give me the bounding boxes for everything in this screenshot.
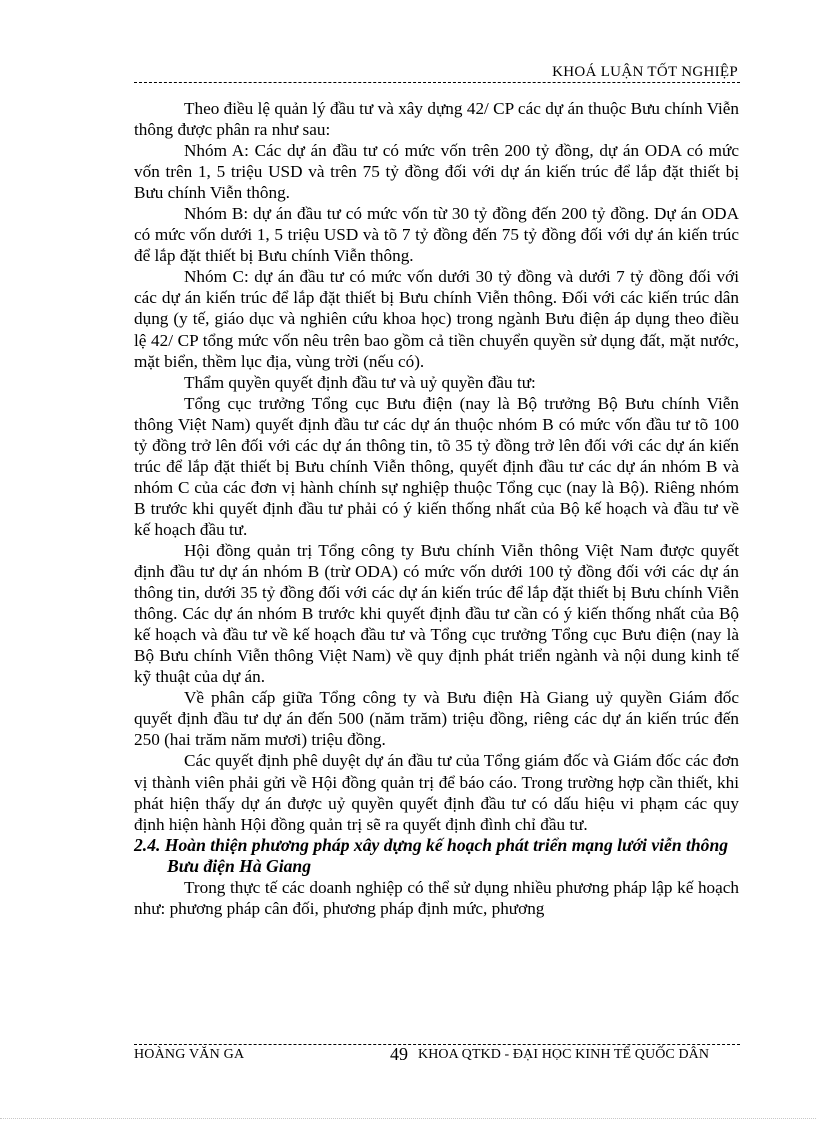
paragraph: Thẩm quyền quyết định đầu tư và uỷ quyền đầu tư: [184,372,536,392]
paragraph: Tổng cục trưởng Tổng cục Bưu điện (nay là Bộ trưởng Bộ Bưu chính Viễn thông Việt Nam) quyết định đầu tư các dự án thuộc nhóm B có mức vốn đầu tư tõ 100 tỷ đồng trở lên đối với các dự án thông tin, tõ 35 tỷ đồng trở lên đối với các dự án kiến trúc để lắp đặt thiết bị Bưu chính Viễn thông, quyết định đầu tư các dự án nhóm B và nhóm C của các đơn vị hành chính sự nghiệp thuộc Tổng cục (nay là Bộ). Riêng nhóm B trước khi quyết định đầu tư phải có ý kiến thống nhất của Bộ kế hoạch và đầu tư về kế hoạch đầu tư. [134,393,739,539]
footer-organization: KHOA QTKD - ĐẠI HỌC KINH TẾ QUỐC DÂN [418,1047,710,1062]
paragraph: Hội đồng quản trị Tổng công ty Bưu chính Viễn thông Việt Nam được quyết định đầu tư dự án nhóm B (trừ ODA) có mức vốn dưới 100 tỷ đồng đối với các dự án thông tin, dưới 35 tỷ đồng đối với các dự án kiến trúc để lắp đặt thiết bị Bưu chính Viễn thông. Các dự án nhóm B trước khi quyết định đầu tư cần có ý kiến thống nhất của Bộ kế hoạch và đầu tư về kế hoạch đầu tư và Tổng cục trưởng Tổng cục Bưu điện (nay là Bộ Bưu chính Viễn thông Việt Nam) về quy định phát triển ngành và nội dung kinh tế kỹ thuật của dự án. [134,540,739,687]
footer-divider [134,1044,740,1045]
paragraph: Các quyết định phê duyệt dự án đầu tư của Tổng giám đốc và Giám đốc các đơn vị thành viên phải gửi về Hội đồng quản trị để báo cáo. Trong trường hợp cần thiết, khi phát hiện thấy dự án được uỷ quyền quyết định đầu tư có dấu hiệu vi phạm các quy định hiện hành Hội đồng quản trị sẽ ra quyết định đình chỉ đầu tư. [134,751,739,834]
paragraph: Nhóm A: Các dự án đầu tư có mức vốn trên 200 tỷ đồng, dự án ODA có mức vốn trên 1, 5 triệu USD và trên 75 tỷ đồng đối với dự án kiến trúc để lắp đặt thiết bị Bưu chính Viễn thông. [134,141,739,203]
paragraph: Nhóm B: dự án đầu tư có mức vốn từ 30 tỷ đồng đến 200 tỷ đồng. Dự án ODA có mức vốn dưới 1, 5 triệu USD và tõ 7 tỷ đồng đến 75 tỷ đồng đối với dự án kiến trúc để lắp đặt thiết bị Bưu chính Viễn thông. [134,204,739,266]
page-number: 49 [390,1044,408,1064]
running-header-title: KHOÁ LUẬN TỐT NGHIỆP [552,64,738,80]
paragraph: Về phân cấp giữa Tổng công ty và Bưu điện Hà Giang uỷ quyền Giám đốc quyết định đầu tư dự án đến 500 (năm trăm) triệu đồng, riêng các dự án kiến trúc đến 250 (hai trăm năm mươi) triệu đồng. [134,688,739,750]
header-divider [134,82,740,83]
paragraph: Trong thực tế các doanh nghiệp có thể sử dụng nhiều phương pháp lập kế hoạch như: phương pháp cân đối, phương pháp định mức, phương [134,877,739,918]
paragraph: Nhóm C: dự án đầu tư có mức vốn dưới 30 tỷ đồng và dưới 7 tỷ đồng đối với các dự án kiến trúc để lắp đặt thiết bị Bưu chính Viễn thông. Đối với các kiến trúc dân dụng (y tế, giáo dục và nghiên cứu khoa học) trong ngành Bưu điện áp dụng theo điều lệ 42/ CP tổng mức vốn nêu trên bao gồm cả tiền chuyển quyền sử dụng đất, mặt nước, mặt biển, thềm lục địa, vùng trời (nếu có). [134,267,739,371]
body-text [134,98,739,919]
page-bottom-border [0,1118,816,1119]
section-heading: 2.4. Hoàn thiện phương pháp xây dựng kế hoạch phát triển mạng lưới viễn thông Bưu điện Hà Giang [134,834,729,876]
paragraph: Theo điều lệ quản lý đầu tư và xây dựng 42/ CP các dự án thuộc Bưu chính Viễn thông được phân ra như sau: [134,99,739,140]
footer-author: HOÀNG VĂN GA [134,1047,245,1062]
